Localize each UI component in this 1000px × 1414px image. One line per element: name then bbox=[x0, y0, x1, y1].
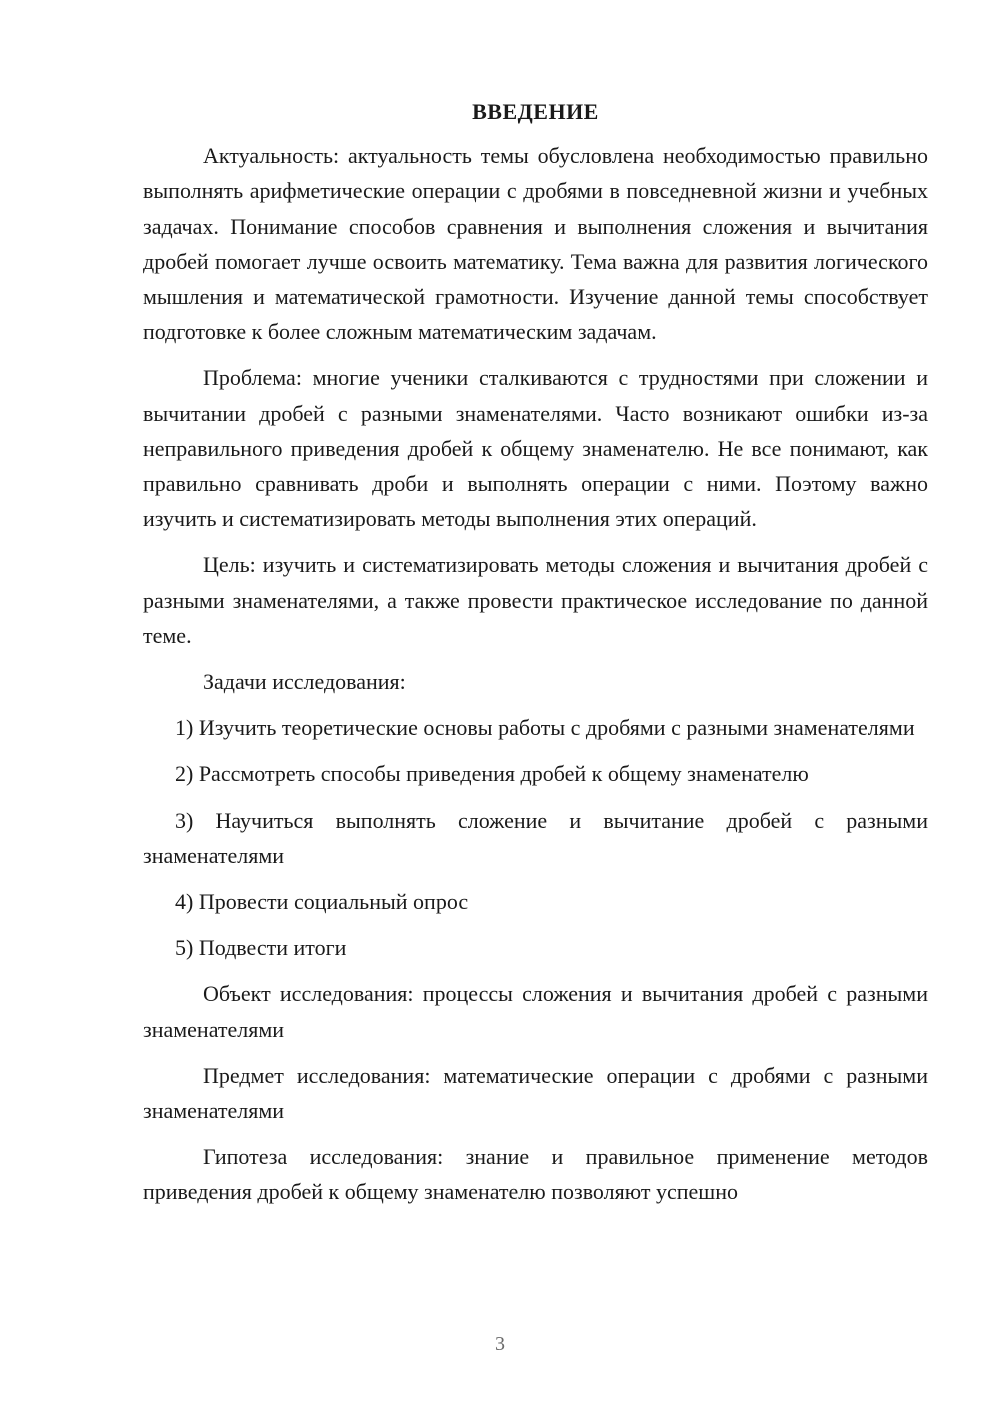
goal-paragraph: Цель: изучить и систематизировать методы сложения и вычитания дробей с разными знаменателями, а также провести практическое исследование по данной теме. bbox=[143, 552, 928, 648]
page-number: 3 bbox=[495, 1333, 505, 1355]
tasks-heading: Задачи исследования: bbox=[203, 669, 406, 695]
subject-paragraph: Предмет исследования: математические операции с дробями с разными знаменателями bbox=[143, 1062, 928, 1124]
task-item-2: 2) Рассмотреть способы приведения дробей к общему знаменателю bbox=[175, 761, 809, 787]
task-item-3: 3) Научиться выполнять сложение и вычитание дробей с разными знаменателями bbox=[143, 807, 928, 868]
task-item-1: 1) Изучить теоретические основы работы с дробями с разными знаменателями bbox=[175, 715, 915, 741]
hypothesis-paragraph: Гипотеза исследования: знание и правильное применение методов приведения дробей к общему знаменателю позволяют успешно bbox=[143, 1144, 928, 1205]
task-item-4: 4) Провести социальный опрос bbox=[175, 889, 469, 915]
task-item-5: 5) Подвести итоги bbox=[175, 935, 347, 961]
section-title: ВВЕДЕНИЕ bbox=[472, 99, 599, 124]
problem-paragraph: Проблема: многие ученики сталкиваются с трудностями при сложении и вычитании дробей с разными знаменателями. Часто возникают ошибки из-за неправильного приведения дробей к общему знаменателю. Не все понимают, как правильно сравнивать дроби и выполнять операции с ними. Поэтому важно изучить и систематизировать методы выполнения этих операций. bbox=[143, 365, 928, 532]
object-paragraph: Объект исследования: процессы сложения и вычитания дробей с разными знаменателями bbox=[143, 981, 928, 1042]
relevance-paragraph: Актуальность: актуальность темы обусловлена необходимостью правильно выполнять арифметические операции с дробями в повседневной жизни и учебных задачах. Понимание способов сравнения и выполнения сложения и вычитания дробей помогает лучше освоить математику. Тема важна для развития логического мышления и математической грамотности. Изучение данной темы способствует подготовке к более сложным математическим задачам. bbox=[143, 143, 928, 345]
document-page bbox=[143, 94, 928, 1221]
